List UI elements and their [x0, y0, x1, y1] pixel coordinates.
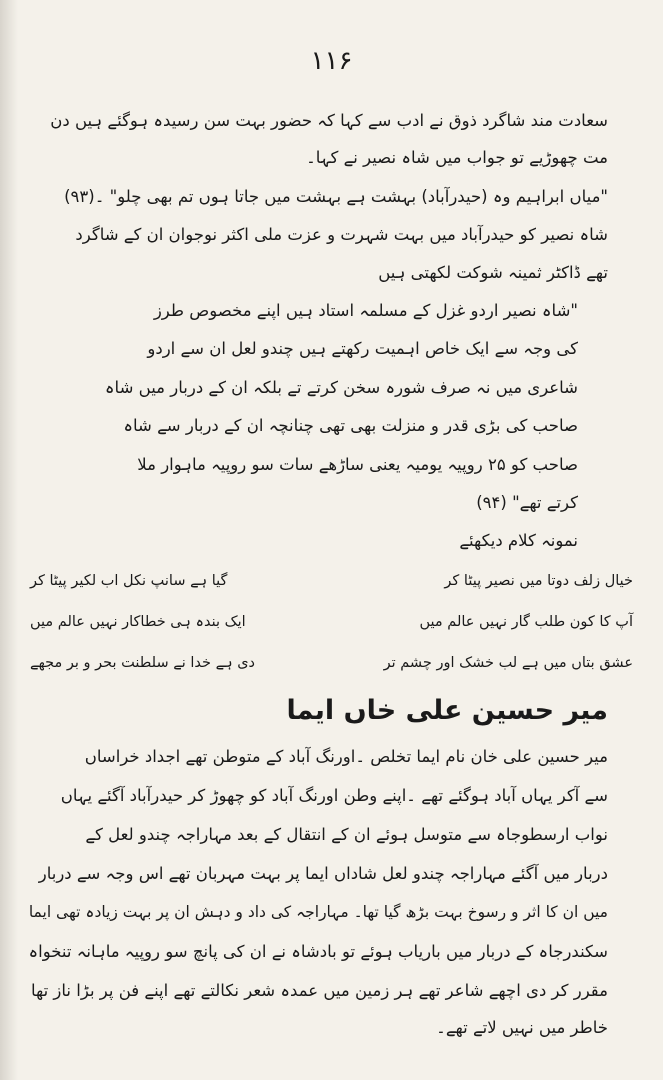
- page-binding-edge: [0, 0, 18, 1080]
- verse-3-right: عشق بتاں میں ہے لب خشک اور چشم تر: [383, 655, 633, 671]
- quote2-line-5: صاحب کو ۲۵ روپیہ یومیہ یعنی ساڑھے سات سو روپیہ ماہوار ملا: [137, 455, 578, 474]
- para3-line-4: دربار میں آگئے مہاراجہ چندو لعل شاداں ایما پر بہت مہربان تھے اس وجہ سے دربار: [38, 864, 608, 883]
- para2-line-1: شاہ نصیر کو حیدرآباد میں بہت شہرت و عزت ملی اکثر نوجوان ان کے شاگرد: [75, 225, 608, 244]
- section-heading: میر حسین علی خاں ایما: [286, 695, 608, 726]
- para1-line-2: مت چھوڑیے تو جواب میں شاہ نصیر نے کہا۔: [306, 148, 608, 167]
- para3-line-2: سے آکر یہاں آباد ہوگئے تھے ۔اپنے وطن اورنگ آباد کو چھوڑ کر حیدرآباد آگئے یہاں: [60, 786, 608, 805]
- verse-3-left: دی ہے خدا نے سلطنت بحر و بر مجھے: [30, 655, 256, 671]
- verse-2-left: ایک بندہ ہی خطاکار نہیں عالم میں: [30, 614, 246, 630]
- quote2-line-2: کی وجہ سے ایک خاص اہمیت رکھتے ہیں چندو لعل ان سے اردو: [147, 339, 578, 358]
- quote2-line-3: شاعری میں نہ صرف شورہ سخن کرتے تے بلکہ ان کے دربار میں شاہ: [104, 378, 578, 397]
- verse-2-right: آپ کا کون طلب گار نہیں عالم میں: [419, 614, 633, 630]
- quote2-line-4: صاحب کی بڑی قدر و منزلت بھی تھی چنانچہ ان کے دربار سے شاہ: [123, 416, 578, 435]
- para3-line-6: سکندرجاہ کے دربار میں باریاب ہوئے تو بادشاہ نے ان کی پانچ سو روپیہ ماہانہ تنخواہ: [28, 942, 608, 961]
- para3-line-8: خاطر میں نہیں لاتے تھے۔: [436, 1018, 608, 1037]
- page-number: ۱۱۶: [310, 46, 353, 76]
- sample-label: نمونہ کلام دیکھئے: [459, 531, 578, 550]
- para3-line-1: میر حسین علی خان نام ایما تخلص ۔اورنگ آباد کے متوطن تھے اجداد خراساں: [84, 747, 608, 766]
- para1-line-1: سعادت مند شاگرد ذوق نے ادب سے کہا کہ حضور بہت سن رسیدہ ہوگئے ہیں دن: [50, 111, 608, 130]
- quote2-line-1: "شاہ نصیر اردو غزل کے مسلمہ استاد ہیں اپنے مخصوص طرز: [153, 301, 578, 320]
- para3-line-3: نواب ارسطوجاہ سے متوسل ہوئے ان کے انتقال کے بعد مہاراجہ چندو لعل کے: [85, 825, 608, 844]
- verse-1-right: خیال زلف دوتا میں نصیر پیٹا کر: [444, 573, 633, 589]
- para3-line-5: میں ان کا اثر و رسوخ بہت بڑھ گیا تھا۔ مہاراجہ کی داد و دہش ان پر بہت زیادہ تھی ایما: [28, 903, 608, 921]
- quote-1: "میاں ابراہیم وہ (حیدرآباد) بہشت ہے بہشت میں جاتا ہوں تم بھی چلو" ۔(۹۳): [64, 187, 608, 206]
- para2-line-2: تھے ڈاکٹر ثمینہ شوکت لکھتی ہیں: [378, 263, 608, 282]
- verse-1-left: گیا ہے سانپ نکل اب لکیر پیٹا کر: [30, 573, 228, 589]
- quote2-line-6: کرتے تھے" (۹۴): [476, 493, 578, 512]
- para3-line-7: مقرر کر دی اچھے شاعر تھے ہر زمین میں عمدہ شعر نکالتے تھے اپنے فن پر بڑا ناز تھا: [30, 981, 608, 1000]
